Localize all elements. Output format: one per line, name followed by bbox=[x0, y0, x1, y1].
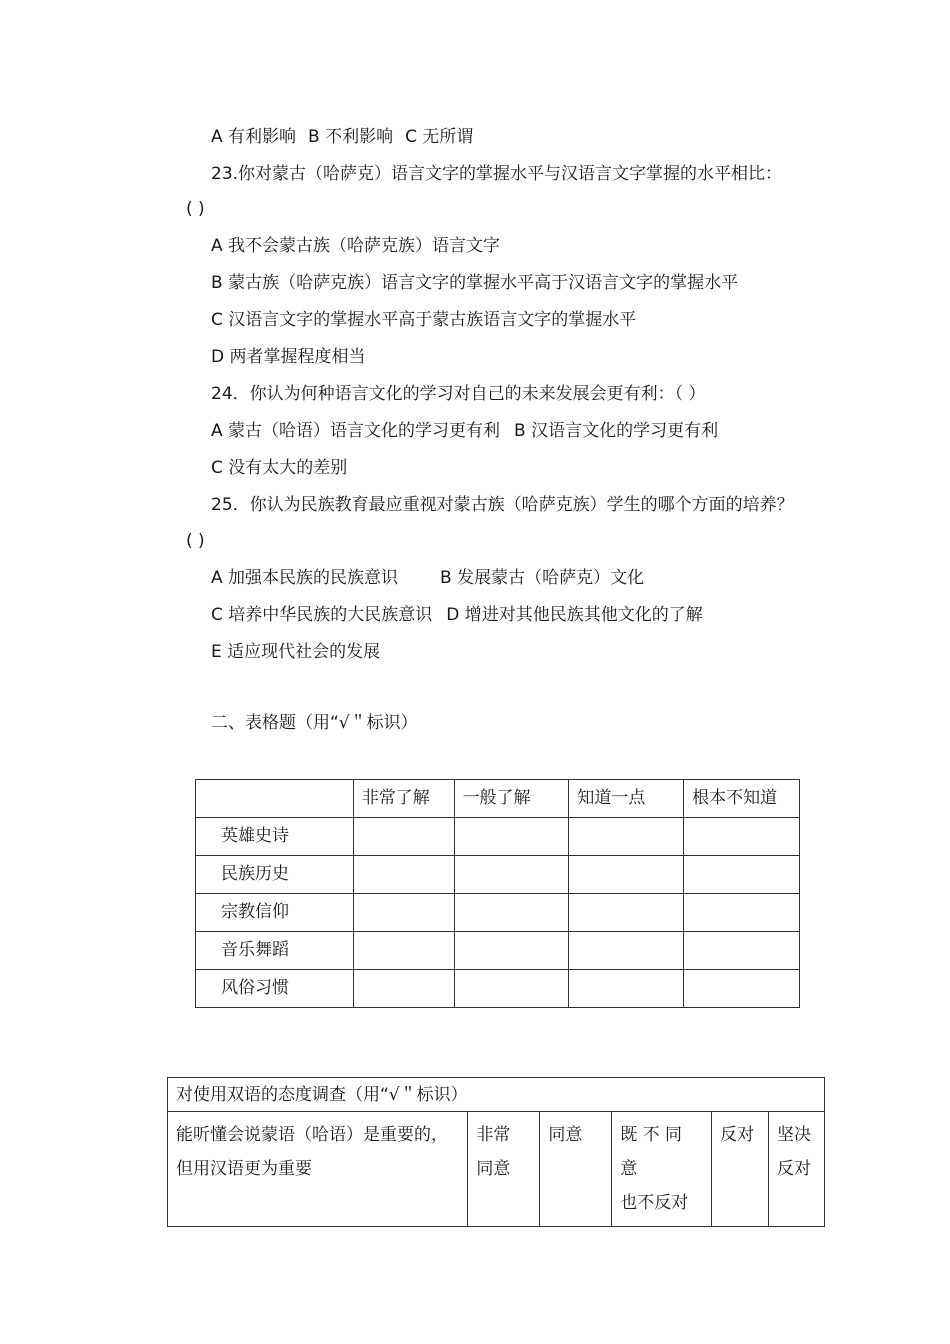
q25-option-c: C 培养中华民族的大民族意识 bbox=[211, 605, 433, 625]
table-row bbox=[196, 856, 800, 894]
check-cell[interactable] bbox=[454, 970, 569, 1008]
check-cell[interactable] bbox=[353, 856, 454, 894]
header-cell-somewhat-familiar: 一般了解 bbox=[454, 780, 569, 818]
check-cell[interactable] bbox=[569, 932, 684, 970]
option-neutral[interactable] bbox=[612, 1112, 712, 1227]
check-cell[interactable] bbox=[353, 894, 454, 932]
row-label-epic: 英雄史诗 bbox=[196, 818, 354, 856]
table-header-row bbox=[196, 780, 800, 818]
option-strongly-disagree[interactable] bbox=[769, 1112, 825, 1227]
header-cell-not-at-all: 根本不知道 bbox=[684, 780, 800, 818]
q25-question: 25．你认为民族教育最应重视对蒙古族（哈萨克族）学生的哪个方面的培养？ bbox=[211, 495, 794, 515]
row-label-music-dance: 音乐舞蹈 bbox=[196, 932, 354, 970]
q22-option-c: C 无所谓 bbox=[405, 127, 474, 147]
option-label-line-1: 既 不 同 意 bbox=[620, 1125, 683, 1179]
q25-blank: ( ) bbox=[186, 531, 205, 551]
q23-option-a: A 我不会蒙古族（哈萨克族）语言文字 bbox=[211, 236, 501, 256]
check-cell[interactable] bbox=[684, 932, 800, 970]
q23-option-b: B 蒙古族（哈萨克族）语言文字的掌握水平高于汉语言文字的掌握水平 bbox=[211, 273, 739, 293]
table-row bbox=[196, 818, 800, 856]
q25-option-a: A 加强本民族的民族意识 bbox=[211, 568, 399, 588]
row-label-customs: 风俗习惯 bbox=[196, 970, 354, 1008]
check-cell[interactable] bbox=[353, 932, 454, 970]
q24-question: 24．你认为何种语言文化的学习对自己的未来发展会更有利：（ ） bbox=[211, 384, 706, 404]
option-label-line-2: 同意 bbox=[476, 1159, 511, 1179]
statement-line-1: 能听懂会说蒙语（哈语）是重要的， bbox=[176, 1125, 448, 1145]
q23-option-c: C 汉语言文字的掌握水平高于蒙古族语言文字的掌握水平 bbox=[211, 310, 637, 330]
table-row bbox=[196, 970, 800, 1008]
check-cell[interactable] bbox=[569, 894, 684, 932]
q22-option-b: B 不利影响 bbox=[308, 127, 394, 147]
option-strongly-agree[interactable] bbox=[468, 1112, 540, 1227]
q24-option-a: A 蒙古（哈语）语言文化的学习更有利 bbox=[211, 421, 501, 441]
attitude-table-title: 对使用双语的态度调查（用“√＂标识） bbox=[168, 1078, 825, 1112]
check-cell[interactable] bbox=[454, 932, 569, 970]
q25-option-e: E 适应现代社会的发展 bbox=[211, 642, 381, 662]
q23-option-d: D 两者掌握程度相当 bbox=[211, 347, 366, 367]
check-cell[interactable] bbox=[684, 894, 800, 932]
q24-options-line bbox=[211, 420, 718, 442]
attitude-statement-row bbox=[168, 1112, 825, 1227]
q23-question: 23.你对蒙古（哈萨克）语言文字的掌握水平与汉语言文字掌握的水平相比： bbox=[211, 164, 783, 184]
q25-option-b: B 发展蒙古（哈萨克）文化 bbox=[440, 568, 645, 588]
knowledge-table bbox=[195, 779, 800, 1008]
option-label-line-1: 坚决 bbox=[777, 1125, 812, 1145]
attitude-table bbox=[167, 1077, 825, 1227]
check-cell[interactable] bbox=[569, 970, 684, 1008]
option-label-line-1: 同意 bbox=[548, 1125, 583, 1145]
attitude-statement bbox=[168, 1112, 468, 1227]
q24-option-b: B 汉语言文化的学习更有利 bbox=[514, 421, 719, 441]
statement-line-2: 但用汉语更为重要 bbox=[176, 1159, 312, 1179]
check-cell[interactable] bbox=[684, 818, 800, 856]
option-label-line-2: 也不反对 bbox=[620, 1193, 689, 1213]
header-cell-very-familiar: 非常了解 bbox=[353, 780, 454, 818]
header-cell-empty bbox=[196, 780, 354, 818]
check-cell[interactable] bbox=[684, 856, 800, 894]
q22-options-line bbox=[211, 126, 473, 148]
section-2-heading: 二、表格题（用“√＂标识） bbox=[211, 713, 418, 733]
attitude-title-row bbox=[168, 1078, 825, 1112]
q25-option-d: D 增进对其他民族其他文化的了解 bbox=[446, 605, 703, 625]
check-cell[interactable] bbox=[454, 818, 569, 856]
row-label-history: 民族历史 bbox=[196, 856, 354, 894]
q25-options-line-1 bbox=[211, 567, 644, 589]
check-cell[interactable] bbox=[353, 818, 454, 856]
option-label-line-1: 非常 bbox=[476, 1125, 511, 1145]
check-cell[interactable] bbox=[569, 856, 684, 894]
option-disagree[interactable] bbox=[712, 1112, 769, 1227]
row-label-religion: 宗教信仰 bbox=[196, 894, 354, 932]
check-cell[interactable] bbox=[454, 894, 569, 932]
option-agree[interactable] bbox=[540, 1112, 612, 1227]
check-cell[interactable] bbox=[569, 818, 684, 856]
q22-option-a: A 有利影响 bbox=[211, 127, 297, 147]
table-row bbox=[196, 894, 800, 932]
q25-options-line-2 bbox=[211, 604, 703, 626]
q24-option-c: C 没有太大的差别 bbox=[211, 458, 348, 478]
header-cell-know-a-little: 知道一点 bbox=[569, 780, 684, 818]
check-cell[interactable] bbox=[454, 856, 569, 894]
option-label-line-2: 反对 bbox=[777, 1159, 812, 1179]
q23-blank: ( ) bbox=[186, 199, 205, 219]
option-label-line-1: 反对 bbox=[720, 1125, 755, 1145]
check-cell[interactable] bbox=[353, 970, 454, 1008]
check-cell[interactable] bbox=[684, 970, 800, 1008]
table-row bbox=[196, 932, 800, 970]
